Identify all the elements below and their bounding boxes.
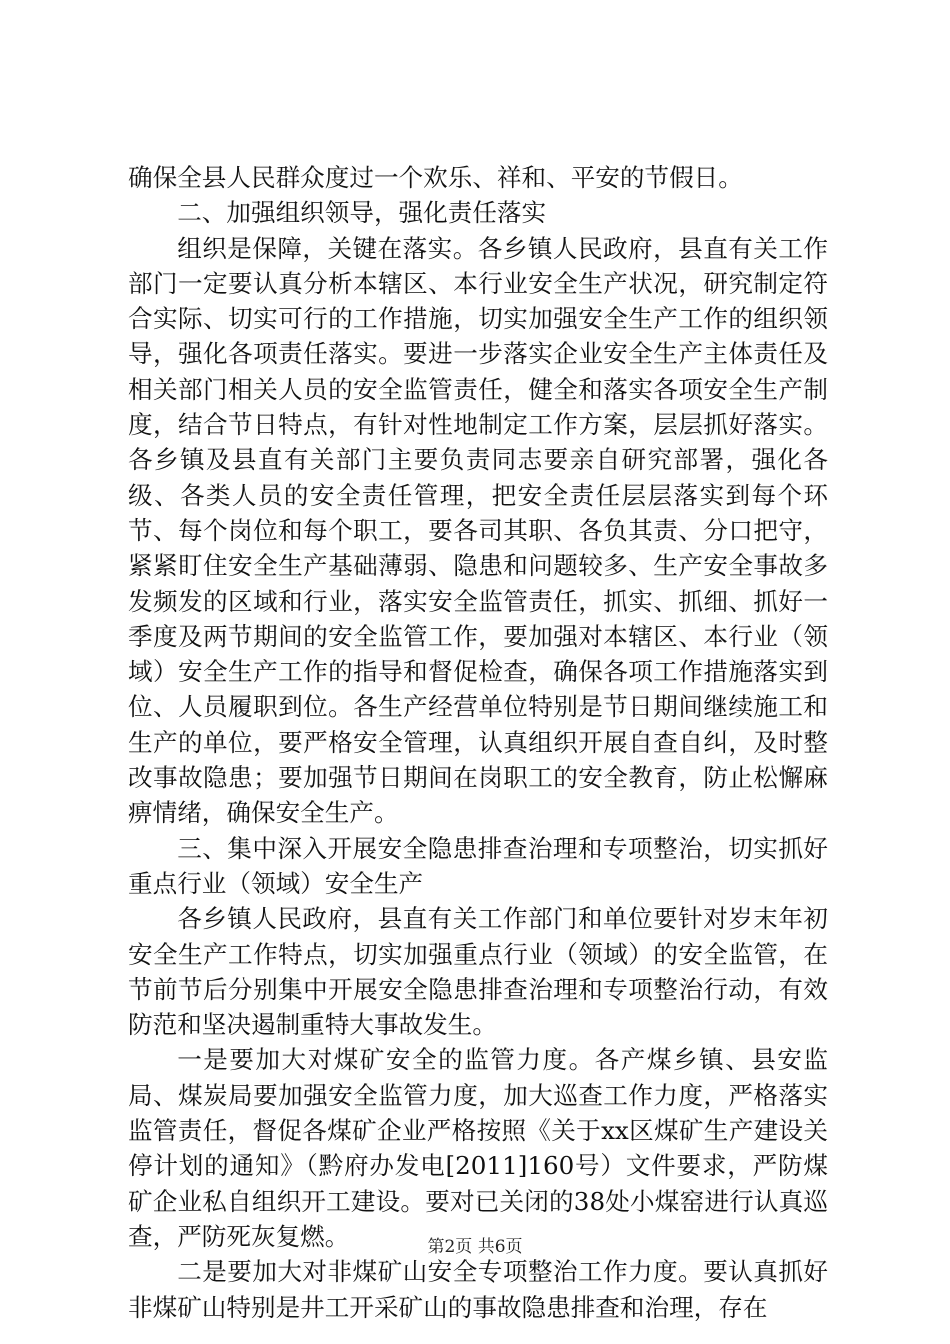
paragraph-organization: 组织是保障，关键在落实。各乡镇人民政府，县直有关工作部门一定要认真分析本辖区、本行业安全生产状况，研究制定符合实际、切实可行的工作措施，切实加强安全生产工作的组织领导，强化各项责任落实。要进一步落实企业安全生产主体责任及相关部门相关人员的安全监管责任，健全和落实各项安全生产制度，结合节日特点，有针对性地制定工作方案，层层抓好落实。各乡镇及县直有关部门主要负责同志要亲自研究部署，强化各级、各类人员的安全责任管理，把安全责任层层落实到每个环节、每个岗位和每个职工，要各司其职、各负其责、分口把守，紧紧盯住安全生产基础薄弱、隐患和问题较多、生产安全事故多发频发的区域和行业，落实安全监管责任，抓实、抓细、抓好一季度及两节期间的安全监管工作，要加强对本辖区、本行业（领域）安全生产工作的指导和督促检查，确保各项工作措施落实到位、人员履职到位。各生产经营单位特别是节日期间继续施工和生产的单位，要严格安全管理，认真组织开展自查自纠，及时整改事故隐患；要加强节日期间在岗职工的安全教育，防止松懈麻痹情绪，确保安全生产。 — [128, 233, 828, 828]
paragraph-key-industries: 各乡镇人民政府，县直有关工作部门和单位要针对岁末年初安全生产工作特点，切实加强重点行业（领域）的安全监管，在节前节后分别集中开展安全隐患排查治理和专项整治行动，有效防范和坚决遏制重特大事故发生。 — [128, 904, 828, 1040]
section-heading-3: 三、集中深入开展安全隐患排查治理和专项整治，切实抓好重点行业（领域）安全生产 — [128, 833, 828, 898]
page-footer: 第2页 共6页 — [427, 1237, 523, 1257]
section-heading-2: 二、加强组织领导，强化责任落实 — [177, 198, 547, 228]
document-body — [128, 160, 828, 1325]
paragraph-continuation: 确保全县人民群众度过一个欢乐、祥和、平安的节假日。 — [128, 163, 743, 192]
paragraph-non-coal-mine: 二是要加大对非煤矿山安全专项整治工作力度。要认真抓好非煤矿山特别是井工开采矿山的事故隐患排查和治理，存在 — [128, 1257, 828, 1322]
paragraph-coal-mine: 一是要加大对煤矿安全的监管力度。各产煤乡镇、县安监局、煤炭局要加强安全监管力度，加大巡查工作力度，严格落实监管责任，督促各煤矿企业严格按照《关于xx区煤矿生产建设关停计划的通知》（黔府办发电[2011]160号）文件要求，严防煤矿企业私自组织开工建设。要对已关闭的38处小煤窑进行认真巡查，严防死灰复燃。 — [128, 1045, 828, 1251]
